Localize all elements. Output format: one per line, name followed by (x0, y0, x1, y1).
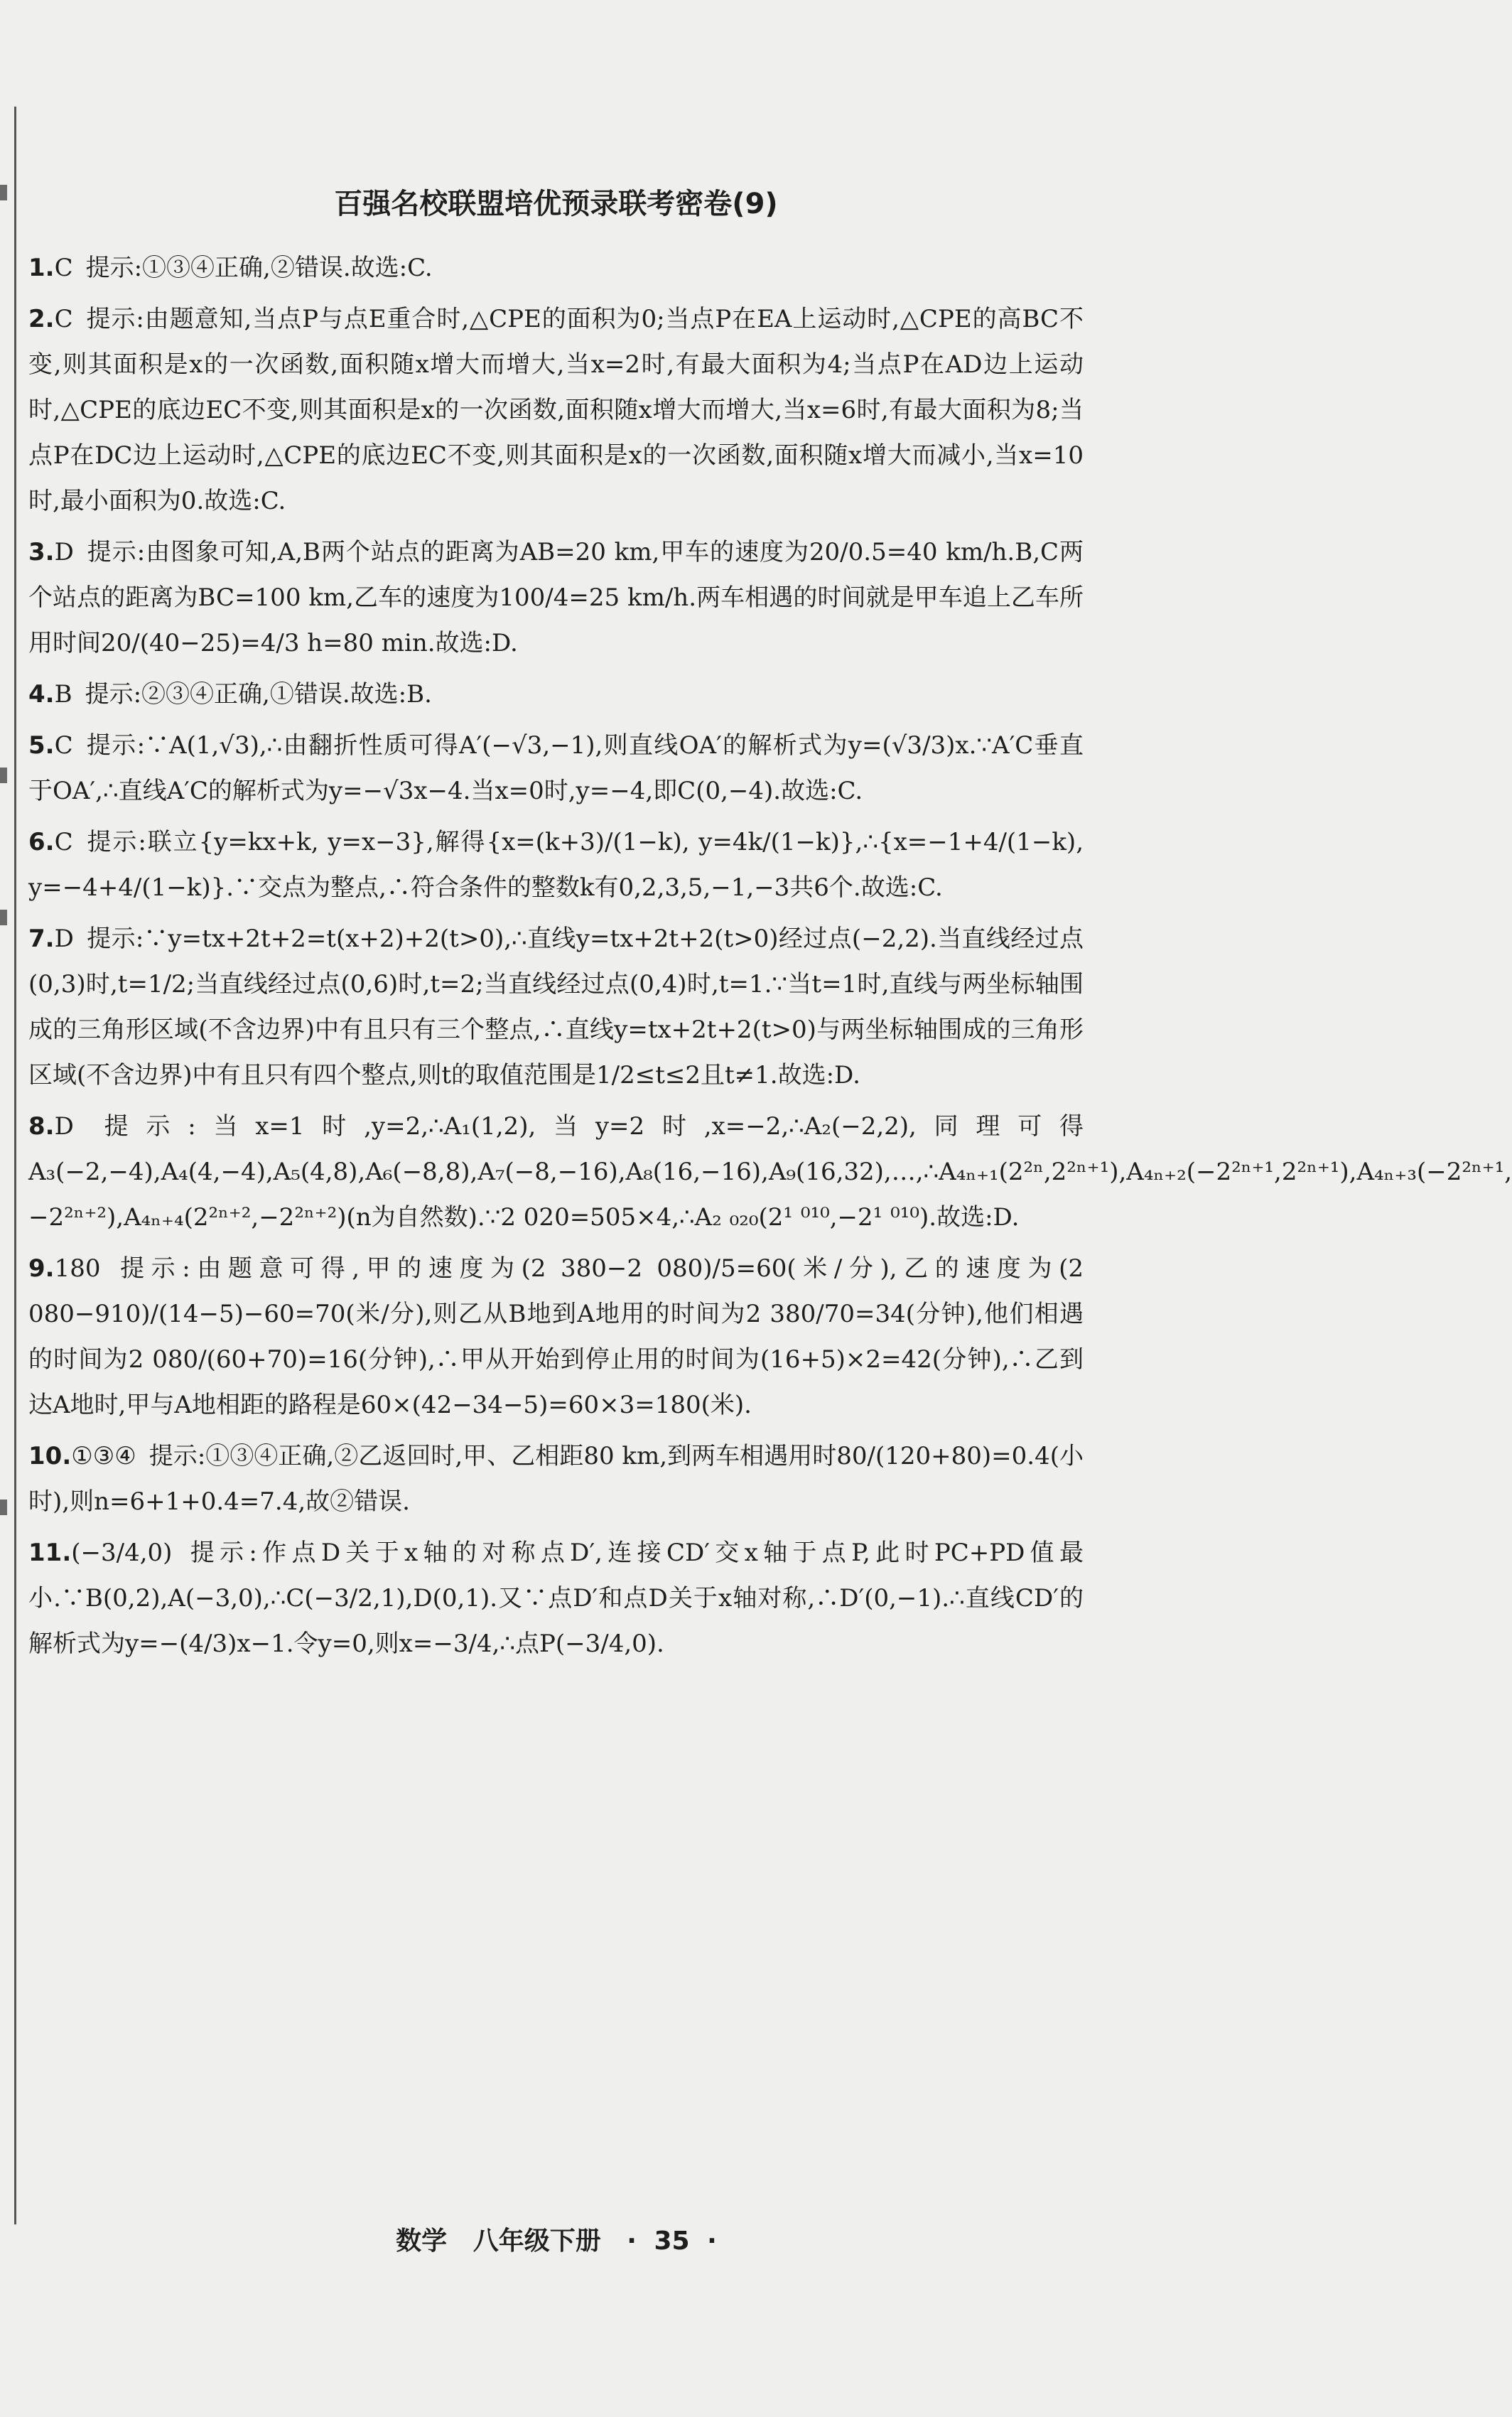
answer-item (28, 819, 1084, 910)
item-answer: (−3/4,0) (71, 1539, 173, 1567)
item-answer: B (54, 680, 72, 709)
item-answer: C (54, 731, 73, 760)
item-number: 11. (28, 1539, 72, 1567)
item-answer: ①③④ (71, 1442, 136, 1470)
item-answer: D (54, 1112, 74, 1141)
edge-mark (0, 768, 7, 783)
answer-item (28, 1530, 1084, 1667)
item-hint: 提示:由题意知,当点P与点E重合时,△CPE的面积为0;当点P在EA上运动时,△CPE的高BC不变,则其面积是x的一次函数,面积随x增大而增大,当x=2时,有最大面积为4;当点P在AD边上运动时,△CPE的底边EC不变,则其面积是x的一次函数,面积随x增大而增大,当x=6时,有最大面积为8;当点P在DC边上运动时,△CPE的底边EC不变,则其面积是x的一次函数,面积随x增大而减小,当x=10时,最小面积为0.故选:C. (28, 305, 1084, 515)
item-number: 7. (28, 925, 55, 953)
answer-item (28, 723, 1084, 814)
item-hint: 提示:②③④正确,①错误.故选:B. (85, 680, 432, 709)
item-answer: C (54, 254, 73, 282)
footer-grade: 八年级下册 (472, 2227, 601, 2256)
item-answer: C (54, 305, 73, 333)
footer-page-number-wrap: · 35 · (627, 2227, 717, 2256)
edge-mark (0, 1500, 7, 1515)
item-hint: 提示:①③④正确,②乙返回时,甲、乙相距80 km,到两车相遇用时80/(120+80)=0.4(小时),则n=6+1+0.4=7.4,故②错误. (28, 1442, 1084, 1516)
item-hint: 提示:由图象可知,A,B两个站点的距离为AB=20 km,甲车的速度为20/0.5=40 km/h.B,C两个站点的距离为BC=100 km,乙车的速度为100/4=25 km/h.两车相遇的时间就是甲车追上乙车所用时间20/(40−25)=4/3 h=80 min.故选:D. (28, 538, 1084, 657)
answer-item (28, 296, 1084, 524)
item-answer: D (54, 925, 74, 953)
page-title: 百强名校联盟培优预录联考密卷(9) (334, 188, 778, 220)
item-number: 5. (28, 731, 55, 760)
item-answer: D (54, 538, 74, 566)
item-number: 6. (28, 828, 55, 856)
item-hint: 提示:①③④正确,②错误.故选:C. (85, 254, 433, 282)
item-number: 10. (28, 1442, 72, 1470)
answer-item (28, 916, 1084, 1098)
item-number: 4. (28, 680, 55, 709)
answer-item (28, 1433, 1084, 1524)
item-answer: C (54, 828, 73, 856)
item-hint: 提示:作点D关于x轴的对称点D′,连接CD′交x轴于点P,此时PC+PD值最小.∵B(0,2),A(−3,0),∴C(−3/2,1),D(0,1).又∵点D′和点D关于x轴对称,∴D′(0,−1).∴直线CD′的解析式为y=−(4/3)x−1.令y=0,则x=−3/4,∴点P(−3/4,0). (28, 1539, 1084, 1658)
answer-item (28, 529, 1084, 666)
answer-item (28, 672, 1084, 717)
page-footer (0, 2221, 1113, 2257)
footer-subject: 数学 (396, 2227, 448, 2256)
item-number: 9. (28, 1254, 55, 1283)
answer-item (28, 1104, 1512, 1240)
edge-mark (0, 910, 7, 925)
item-hint: 提示:当x=1时,y=2,∴A₁(1,2),当y=2时,x=−2,∴A₂(−2,2),同理可得A₃(−2,−4),A₄(4,−4),A₅(4,8),A₆(−8,8),A₇(−8,−16),A₈(16,−16),A₉(16,32),…,∴A₄ₙ₊₁(2²ⁿ,2²ⁿ⁺¹),A₄ₙ₊₂(−2²ⁿ⁺¹,2²ⁿ⁺¹),A₄ₙ₊₃(−2²ⁿ⁺¹,−2²ⁿ⁺²),A₄ₙ₊₄(2²ⁿ⁺²,−2²ⁿ⁺²)(n为自然数).∵2 020=505×4,∴A₂ ₀₂₀(2¹ ⁰¹⁰,−2¹ ⁰¹⁰).故选:D. (28, 1112, 1512, 1232)
edge-mark (0, 185, 7, 200)
answer-page (28, 181, 1512, 1672)
item-hint: 提示:由题意可得,甲的速度为(2 380−2 080)/5=60(米/分),乙的速度为(2 080−910)/(14−5)−60=70(米/分),则乙从B地到A地用的时间为2 380/70=34(分钟),他们相遇的时间为2 080/(60+70)=16(分钟),∴甲从开始到停止用的时间为(16+5)×2=42(分钟),∴乙到达A地时,甲与A地相距的路程是60×(42−34−5)=60×3=180(米). (28, 1254, 1084, 1419)
footer-page-number: 35 (654, 2227, 690, 2256)
answer-item (28, 245, 1084, 291)
item-hint: 提示:∵A(1,√3),∴由翻折性质可得A′(−√3,−1),则直线OA′的解析式为y=(√3/3)x.∵A′C垂直于OA′,∴直线A′C的解析式为y=−√3x−4.当x=0时,y=−4,即C(0,−4).故选:C. (28, 731, 1084, 805)
item-hint: 提示:∵y=tx+2t+2=t(x+2)+2(t>0),∴直线y=tx+2t+2(t>0)经过点(−2,2).当直线经过点(0,3)时,t=1/2;当直线经过点(0,6)时,t=2;当直线经过点(0,4)时,t=1.∵当t=1时,直线与两坐标轴围成的三角形区域(不含边界)中有且只有三个整点,∴直线y=tx+2t+2(t>0)与两坐标轴围成的三角形区域(不含边界)中有且只有四个整点,则t的取值范围是1/2≤t≤2且t≠1.故选:D. (28, 925, 1084, 1089)
item-answer: 180 (54, 1254, 101, 1283)
item-number: 3. (28, 538, 55, 566)
left-margin-rule (14, 107, 16, 2224)
item-number: 8. (28, 1112, 55, 1141)
item-number: 1. (28, 254, 55, 282)
answer-item (28, 1246, 1084, 1428)
item-hint: 提示:联立{y=kx+k, y=x−3},解得{x=(k+3)/(1−k), y=4k/(1−k)},∴{x=−1+4/(1−k), y=−4+4/(1−k)}.∵交点为整点,∴符合条件的整数k有0,2,3,5,−1,−3共6个.故选:C. (28, 828, 1084, 902)
item-number: 2. (28, 305, 55, 333)
